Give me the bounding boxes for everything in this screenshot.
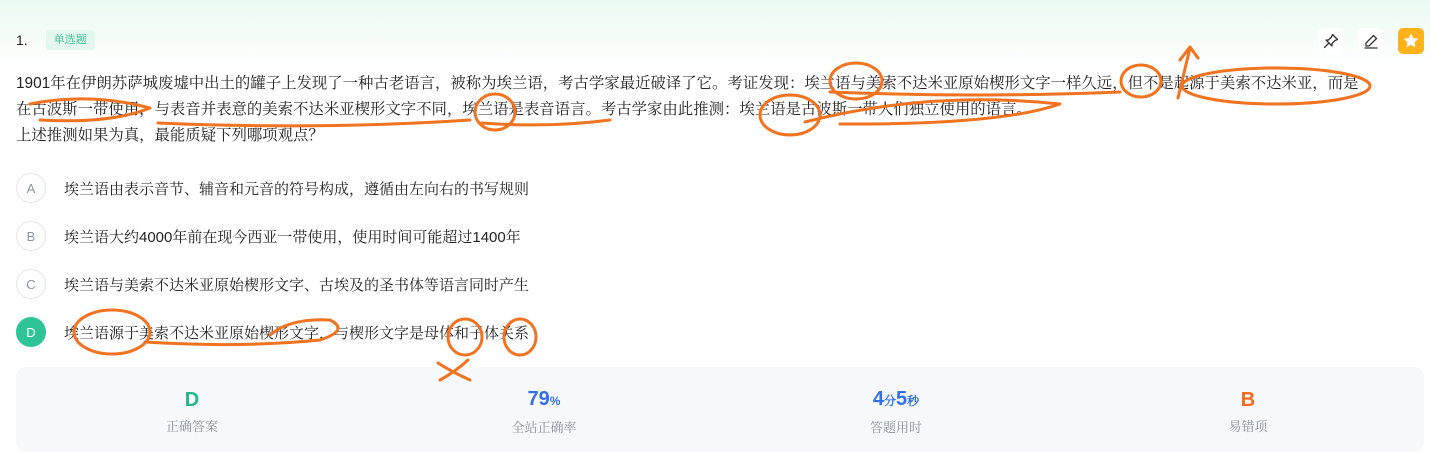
option-text: 埃兰语由表示音节、辅音和元音的符号构成，遵循由左向右的书写规则 [64, 180, 530, 198]
option-a[interactable] [16, 172, 529, 204]
option-letter: B [16, 221, 46, 251]
pin-icon [1323, 33, 1339, 49]
stat-time [720, 367, 1072, 452]
stat-correct-answer [16, 367, 368, 452]
option-c[interactable] [16, 268, 529, 300]
option-b[interactable] [16, 220, 529, 252]
question-stem [16, 71, 1416, 149]
accuracy-value-wrap [528, 387, 561, 413]
question-type-tag: 单选题 [46, 30, 95, 50]
favorite-button[interactable] [1398, 28, 1424, 54]
question-toolbar [1318, 28, 1424, 54]
time-minutes-unit: 分 [883, 394, 896, 408]
time-seconds-unit: 秒 [907, 394, 920, 408]
options-list [16, 172, 529, 364]
pencil-icon [1363, 33, 1379, 49]
option-text: 埃兰语大约4000年前在现今西亚一带使用，使用时间可能超过1400年 [64, 228, 521, 246]
wrong-answer-label: 易错项 [1228, 419, 1268, 434]
time-label: 答题用时 [869, 420, 922, 435]
question-number: 1. [16, 32, 28, 48]
time-value-wrap [873, 387, 919, 413]
accuracy-label: 全站正确率 [511, 420, 577, 435]
stem-line-2: 在古波斯一带使用，与表音并表意的美索不达米亚楔形文字不同，埃兰语是表音语言。考古学家由此推测：埃兰语是古波斯一带人们独立使用的语言。 [16, 101, 1032, 118]
option-text: 埃兰语源于美索不达米亚原始楔形文字，与楔形文字是母体和子体关系 [64, 324, 530, 342]
time-seconds: 5 [896, 388, 908, 410]
option-d[interactable] [16, 316, 529, 348]
stat-accuracy [368, 367, 720, 452]
wrong-answer-value: B [1240, 389, 1256, 411]
answer-stats-panel [16, 367, 1424, 452]
pin-button[interactable] [1318, 28, 1344, 54]
stem-line-1: 1901年在伊朗苏萨城废墟中出土的罐子上发现了一种古老语言，被称为埃兰语，考古学家最近破译了它。考证发现：埃兰语与美索不达米亚原始楔形文字一样久远，但不是起源于美索不达米亚，而是 [16, 75, 1359, 92]
stem-line-3: 上述推测如果为真，最能质疑下列哪项观点？ [16, 127, 324, 144]
stat-wrong-answer [1072, 367, 1424, 452]
option-text: 埃兰语与美索不达米亚原始楔形文字、古埃及的圣书体等语言同时产生 [64, 276, 530, 294]
edit-note-button[interactable] [1358, 28, 1384, 54]
accuracy-unit: % [549, 394, 561, 408]
question-header [16, 30, 95, 50]
option-letter: A [16, 173, 46, 203]
correct-answer-label: 正确答案 [165, 419, 218, 434]
correct-answer-value: D [184, 389, 200, 411]
option-letter: C [16, 269, 46, 299]
accuracy-value: 79 [527, 388, 550, 410]
header-gradient [0, 0, 1430, 70]
star-icon [1403, 33, 1419, 49]
option-letter: D [16, 317, 46, 347]
time-minutes: 4 [872, 388, 884, 410]
